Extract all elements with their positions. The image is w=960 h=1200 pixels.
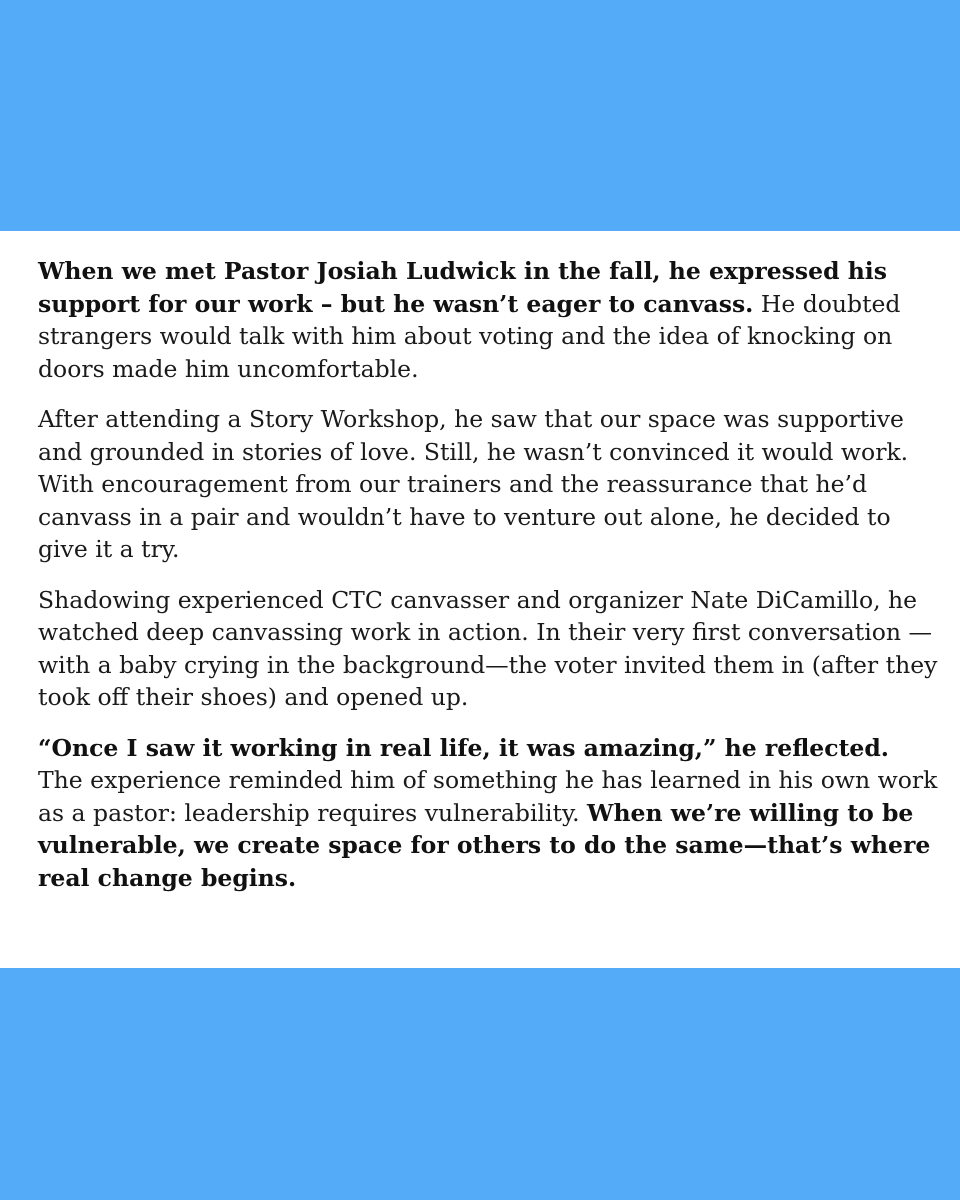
paragraph-1-text: He doubted strangers would talk with him about voting and the idea of knocking on doors made him uncomfortable. bbox=[38, 289, 901, 383]
top-color-band bbox=[0, 0, 960, 231]
paragraph-2 bbox=[38, 403, 938, 566]
paragraph-4-bold-tail: When we’re willing to be vulnerable, we create space for others to do the same—that’s where real change begins. bbox=[38, 798, 931, 892]
paragraph-3-text: Shadowing experienced CTC canvasser and organizer Nate DiCamillo, he watched deep canvassing work in action. In their very first conversation —with a baby crying in the background—the voter invited them in (after they took off their shoes) and opened up. bbox=[38, 585, 938, 711]
paragraph-1-bold-lead: When we met Pastor Josiah Ludwick in the fall, he expressed his support for our work – but he wasn’t eager to canvass. bbox=[38, 257, 887, 318]
story-text bbox=[38, 255, 938, 912]
paragraph-4-bold-lead: “Once I saw it working in real life, it was amazing,” he reflected. bbox=[38, 733, 889, 762]
paragraph-4 bbox=[38, 732, 938, 895]
paragraph-3 bbox=[38, 584, 938, 714]
paragraph-1 bbox=[38, 255, 938, 385]
bottom-color-band bbox=[0, 968, 960, 1200]
paragraph-2-text: After attending a Story Workshop, he saw that our space was supportive and grounded in stories of love. Still, he wasn’t convinced it would work. With encouragement from our trainers and the reassurance that he’d canvass in a pair and wouldn’t have to venture out alone, he decided to give it a try. bbox=[38, 405, 909, 563]
paragraph-4-text: The experience reminded him of something he has learned in his own work as a pastor: leadership requires vulnerability. bbox=[38, 766, 938, 827]
